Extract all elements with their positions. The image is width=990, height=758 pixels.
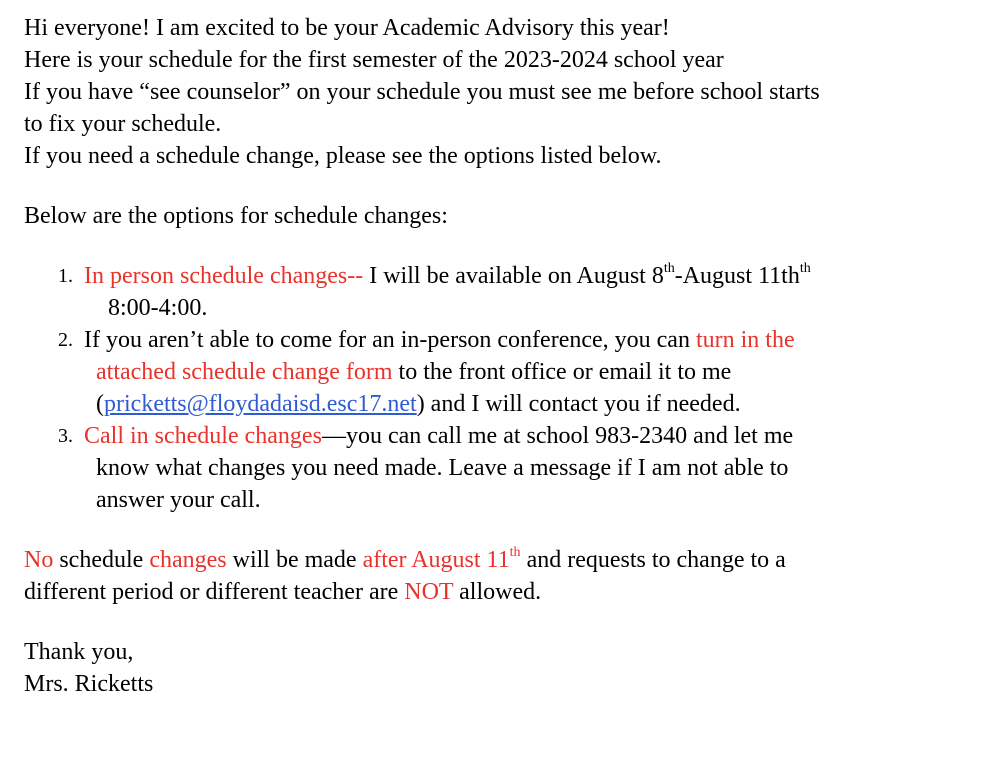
- see-counselor-line: If you have “see counselor” on your schedule you must see me before school starts: [24, 79, 820, 105]
- ordinal-suffix: th: [509, 545, 521, 560]
- policy-no: No: [24, 547, 54, 573]
- signature-name: Mrs. Ricketts: [24, 671, 154, 697]
- option-text: —you can call me at school 983-2340 and let me: [321, 423, 794, 449]
- closing-thanks: Thank you,: [24, 639, 134, 665]
- schedule-change-note: If you need a schedule change, please see the options listed below.: [24, 143, 662, 169]
- option-highlight: Call in schedule changes: [84, 423, 322, 449]
- option-hours: 8:00-4:00.: [108, 295, 208, 321]
- option-highlight: attached schedule change form: [96, 359, 393, 385]
- options-heading: Below are the options for schedule changes:: [24, 203, 448, 229]
- policy-line-cont: [24, 576, 974, 608]
- ordinal-suffix: th: [799, 261, 811, 276]
- option-text: answer your call.: [96, 487, 261, 513]
- policy-not: NOT: [404, 579, 454, 605]
- option-highlight: turn in the: [695, 327, 795, 353]
- option-highlight: In person schedule changes--: [84, 263, 364, 289]
- option-text: ) and I will contact you if needed.: [416, 391, 741, 417]
- policy-text: and requests to change to a: [520, 547, 786, 573]
- options-list: [24, 260, 974, 516]
- paren-open: (: [96, 391, 104, 417]
- option-item-in-person: [24, 260, 974, 324]
- option-text: I will be available on August 8: [363, 263, 664, 289]
- option-text: to the front office or email it to me: [392, 359, 732, 385]
- option-number: 3.: [58, 425, 73, 447]
- ordinal-suffix: th: [663, 261, 675, 276]
- policy-text: different period or different teacher are: [24, 579, 405, 605]
- schedule-intro-line: Here is your schedule for the first semester of the 2023-2024 school year: [24, 47, 724, 73]
- option-item-form: [24, 324, 974, 420]
- option-text: If you aren’t able to come for an in-person conference, you can: [84, 327, 696, 353]
- greeting-line: Hi everyone! I am excited to be your Academic Advisory this year!: [24, 15, 670, 41]
- option-number: 1.: [58, 265, 73, 287]
- option-text: -August 11th: [674, 263, 800, 289]
- policy-changes: changes: [149, 547, 227, 573]
- letter-document: [24, 12, 974, 700]
- option-item-call: [24, 420, 974, 516]
- policy-after-date: after August 11: [362, 547, 510, 573]
- option-text: know what changes you need made. Leave a message if I am not able to: [96, 455, 789, 481]
- see-counselor-line-cont: to fix your schedule.: [24, 111, 222, 137]
- policy-text: schedule: [53, 547, 150, 573]
- policy-text: will be made: [226, 547, 363, 573]
- policy-text: allowed.: [453, 579, 542, 605]
- policy-line: [24, 544, 974, 576]
- email-link[interactable]: pricketts@floydadaisd.esc17.net: [104, 391, 417, 417]
- option-number: 2.: [58, 329, 73, 351]
